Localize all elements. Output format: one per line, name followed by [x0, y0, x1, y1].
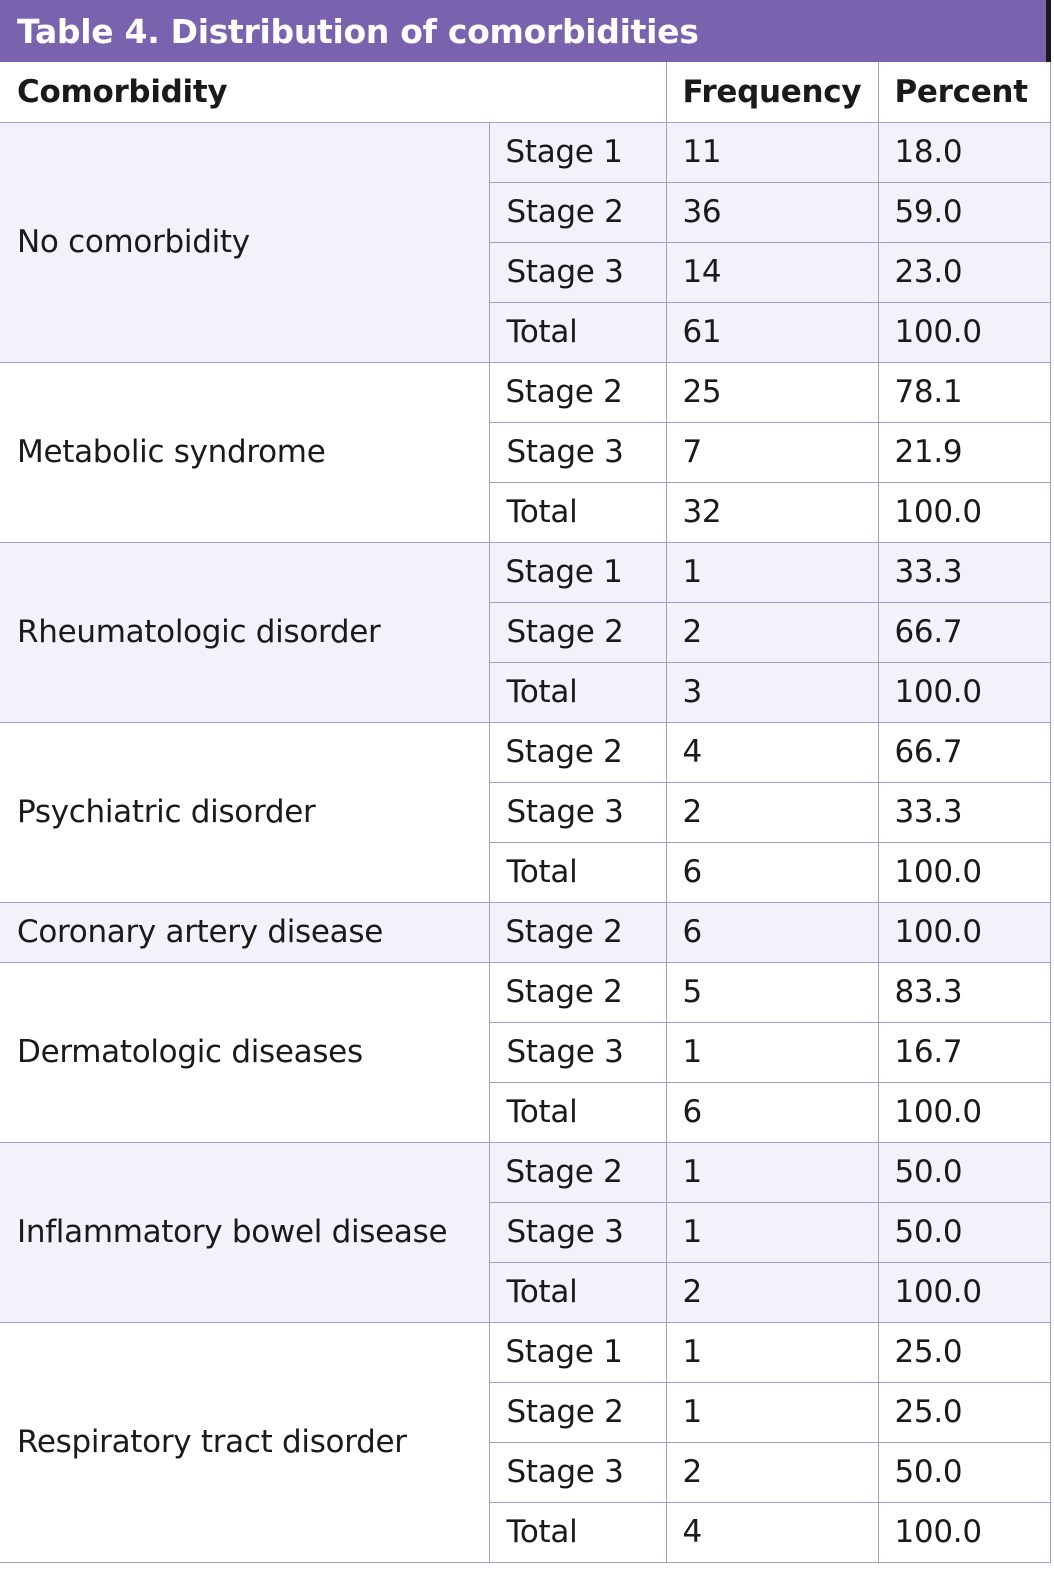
header-row [0, 62, 1050, 122]
comorbidity-name-cell: Coronary artery disease [0, 902, 489, 962]
stage-cell: Stage 2 [489, 182, 666, 242]
percent-cell: 100.0 [878, 302, 1050, 362]
frequency-cell: 25 [666, 362, 878, 422]
comorbidity-name-cell: No comorbidity [0, 122, 489, 362]
stage-cell: Total [489, 662, 666, 722]
percent-cell: 78.1 [878, 362, 1050, 422]
stage-cell: Stage 3 [489, 242, 666, 302]
comorbidity-name-cell: Respiratory tract disorder [0, 1322, 489, 1562]
frequency-cell: 6 [666, 902, 878, 962]
percent-cell: 66.7 [878, 602, 1050, 662]
stage-cell: Stage 1 [489, 122, 666, 182]
percent-cell: 50.0 [878, 1202, 1050, 1262]
comorbidity-table [0, 62, 1051, 1563]
percent-cell: 21.9 [878, 422, 1050, 482]
percent-cell: 18.0 [878, 122, 1050, 182]
stage-cell: Stage 2 [489, 722, 666, 782]
stage-cell: Stage 2 [489, 962, 666, 1022]
comorbidity-name-cell: Rheumatologic disorder [0, 542, 489, 722]
stage-cell: Stage 1 [489, 1322, 666, 1382]
percent-cell: 83.3 [878, 962, 1050, 1022]
stage-cell: Total [489, 482, 666, 542]
percent-cell: 25.0 [878, 1382, 1050, 1442]
frequency-cell: 7 [666, 422, 878, 482]
header-comorbidity: Comorbidity [0, 62, 666, 122]
frequency-cell: 1 [666, 1142, 878, 1202]
percent-cell: 100.0 [878, 1082, 1050, 1142]
frequency-cell: 1 [666, 1382, 878, 1442]
frequency-cell: 6 [666, 1082, 878, 1142]
stage-cell: Stage 3 [489, 1442, 666, 1502]
table-title: Table 4. Distribution of comorbidities [0, 0, 1046, 62]
percent-cell: 50.0 [878, 1442, 1050, 1502]
comorbidity-name-cell: Dermatologic diseases [0, 962, 489, 1142]
percent-cell: 25.0 [878, 1322, 1050, 1382]
frequency-cell: 2 [666, 782, 878, 842]
percent-cell: 100.0 [878, 902, 1050, 962]
table-row [0, 962, 1050, 1022]
frequency-cell: 1 [666, 1202, 878, 1262]
frequency-cell: 1 [666, 542, 878, 602]
frequency-cell: 32 [666, 482, 878, 542]
frequency-cell: 2 [666, 1442, 878, 1502]
stage-cell: Stage 1 [489, 542, 666, 602]
percent-cell: 59.0 [878, 182, 1050, 242]
table-row [0, 542, 1050, 602]
stage-cell: Stage 2 [489, 1142, 666, 1202]
percent-cell: 23.0 [878, 242, 1050, 302]
frequency-cell: 1 [666, 1022, 878, 1082]
percent-cell: 16.7 [878, 1022, 1050, 1082]
header-percent: Percent [878, 62, 1050, 122]
title-edge [1046, 0, 1051, 62]
stage-cell: Total [489, 1262, 666, 1322]
header-frequency: Frequency [666, 62, 878, 122]
stage-cell: Total [489, 1502, 666, 1562]
stage-cell: Stage 2 [489, 1382, 666, 1442]
frequency-cell: 11 [666, 122, 878, 182]
table-row [0, 902, 1050, 962]
percent-cell: 33.3 [878, 782, 1050, 842]
table-row [0, 1322, 1050, 1382]
percent-cell: 100.0 [878, 842, 1050, 902]
frequency-cell: 36 [666, 182, 878, 242]
stage-cell: Total [489, 842, 666, 902]
stage-cell: Stage 2 [489, 902, 666, 962]
stage-cell: Stage 3 [489, 422, 666, 482]
stage-cell: Stage 2 [489, 602, 666, 662]
stage-cell: Stage 2 [489, 362, 666, 422]
table-row [0, 122, 1050, 182]
percent-cell: 33.3 [878, 542, 1050, 602]
frequency-cell: 3 [666, 662, 878, 722]
stage-cell: Total [489, 302, 666, 362]
percent-cell: 100.0 [878, 1262, 1050, 1322]
stage-cell: Stage 3 [489, 1022, 666, 1082]
stage-cell: Stage 3 [489, 782, 666, 842]
percent-cell: 100.0 [878, 1502, 1050, 1562]
comorbidity-name-cell: Metabolic syndrome [0, 362, 489, 542]
table-body [0, 122, 1050, 1562]
stage-cell: Stage 3 [489, 1202, 666, 1262]
percent-cell: 66.7 [878, 722, 1050, 782]
percent-cell: 50.0 [878, 1142, 1050, 1202]
table-row [0, 1142, 1050, 1202]
percent-cell: 100.0 [878, 662, 1050, 722]
frequency-cell: 5 [666, 962, 878, 1022]
frequency-cell: 2 [666, 1262, 878, 1322]
frequency-cell: 4 [666, 1502, 878, 1562]
percent-cell: 100.0 [878, 482, 1050, 542]
frequency-cell: 14 [666, 242, 878, 302]
frequency-cell: 2 [666, 602, 878, 662]
stage-cell: Total [489, 1082, 666, 1142]
frequency-cell: 61 [666, 302, 878, 362]
table-row [0, 722, 1050, 782]
table-row [0, 362, 1050, 422]
comorbidity-name-cell: Psychiatric disorder [0, 722, 489, 902]
frequency-cell: 6 [666, 842, 878, 902]
frequency-cell: 4 [666, 722, 878, 782]
comorbidity-name-cell: Inflammatory bowel disease [0, 1142, 489, 1322]
frequency-cell: 1 [666, 1322, 878, 1382]
